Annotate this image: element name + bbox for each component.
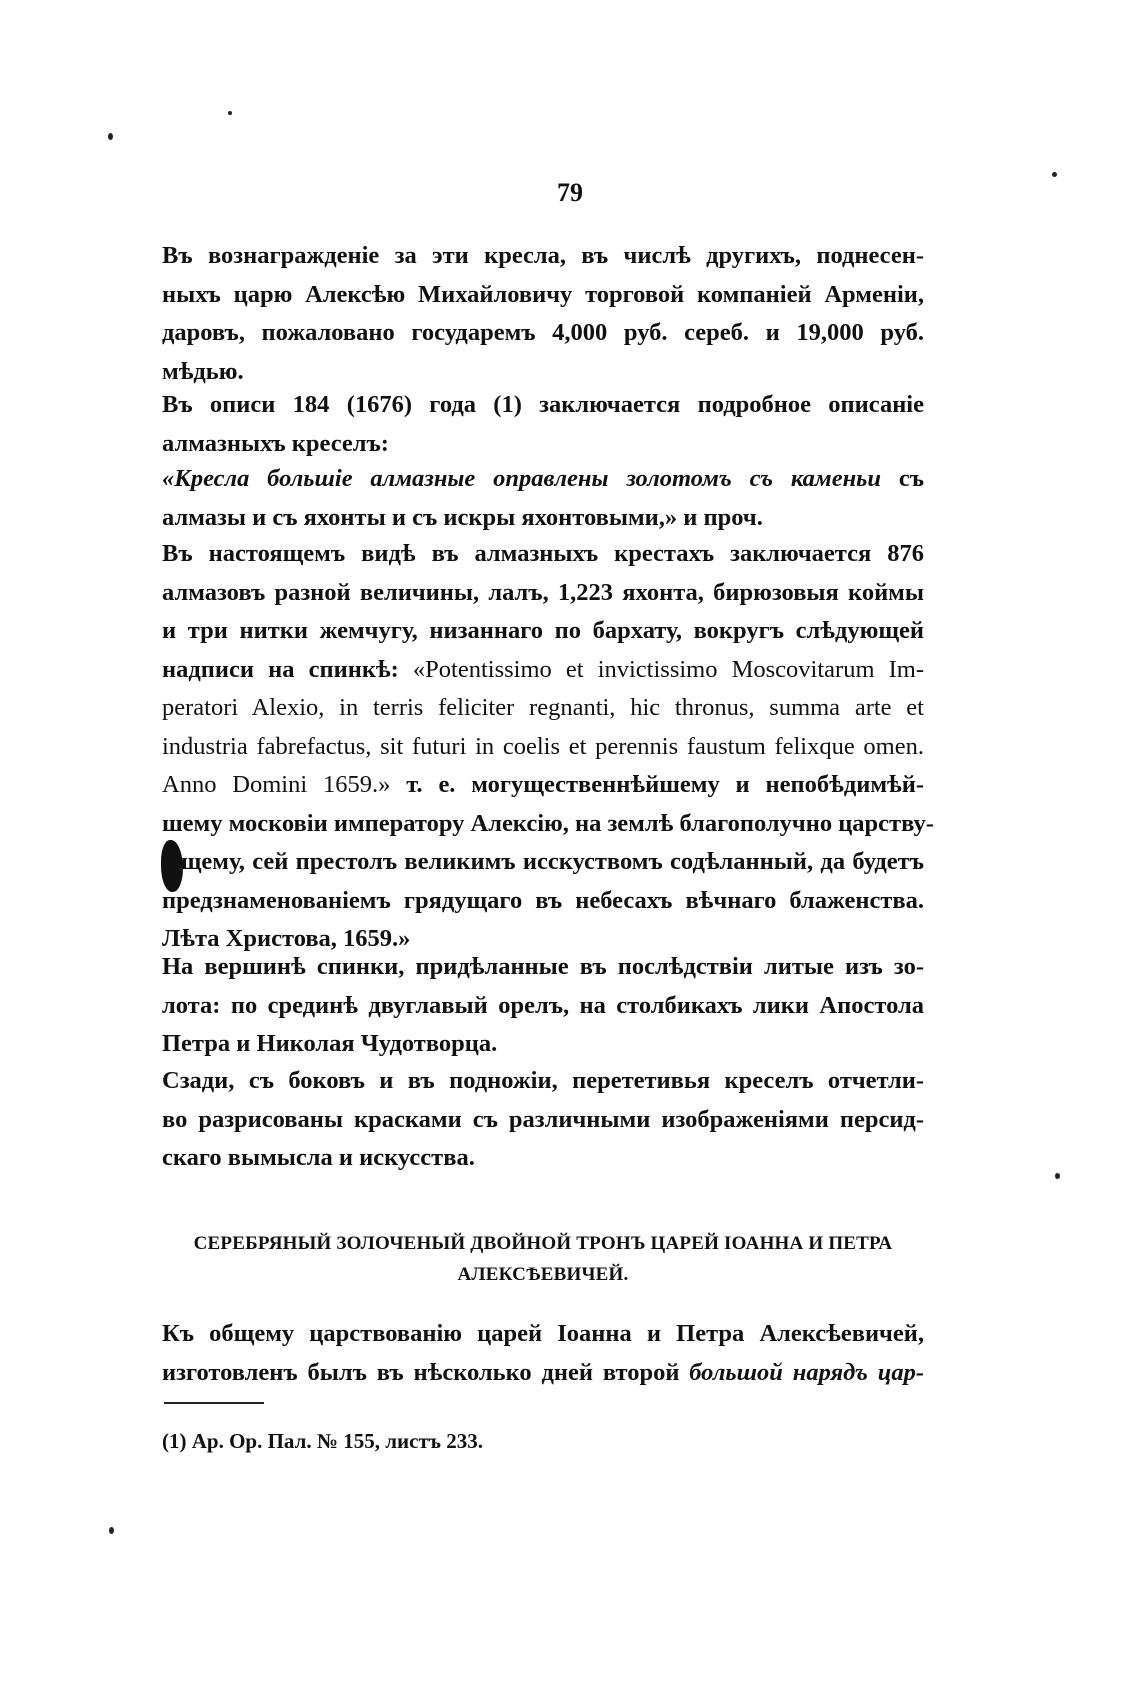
text-line: ющему, сей престолъ великимъ исскуствомъ содѣланный, да будетъ (162, 848, 924, 875)
latin-line: industria fabrefactus, sit futuri in coelis et perennis faustum felixque omen. (162, 732, 924, 760)
paragraph-2 (162, 386, 924, 463)
paragraph-quote (162, 460, 924, 537)
text-line: ныхъ царю Алексѣю Михайловичу торговой компаніей Арменіи, (162, 280, 924, 308)
paragraph-1 (162, 237, 924, 391)
text-line: Лѣта Христова, 1659.» (162, 925, 411, 952)
print-speck (108, 133, 113, 140)
paragraph-5 (162, 948, 924, 1064)
text-line (162, 1354, 924, 1393)
footnote: (1) Ар. Ор. Пал. № 155, листъ 233. (162, 1429, 484, 1453)
text-line: Петра и Николая Чудотворца. (162, 1030, 498, 1057)
text-line: На вершинѣ спинки, придѣланные въ послѣдствіи литые изъ зо- (162, 953, 924, 980)
paragraph-6 (162, 1062, 924, 1178)
text-line: алмазы и съ яхонты и съ искры яхонтовыми,» и проч. (162, 503, 763, 531)
text-line: Въ описи 184 (1676) года (1) заключается подробное описаніе (162, 391, 924, 418)
section-heading (162, 1228, 924, 1290)
text-line: алмазныхъ креселъ: (162, 429, 389, 457)
latin-line: peratori Alexio, in terris feliciter regnanti, hic thronus, summa arte et (162, 694, 924, 721)
quote-italic: «Кресла большіе алмазные оправлены золотомъ съ каменьи (162, 465, 881, 492)
heading-line: СЕРЕБРЯНЫЙ ЗОЛОЧЕНЫЙ ДВОЙНОЙ ТРОНЪ ЦАРЕЙ ІОАННА И ПЕТРА (193, 1233, 893, 1254)
page-number: 79 (557, 178, 583, 207)
closing-plain: изготовленъ былъ въ нѣсколько дней второй (162, 1358, 690, 1386)
text-line: даровъ, пожаловано государемъ 4,000 руб. сереб. и 19,000 руб. (162, 319, 924, 346)
text-line: Въ настоящемъ видѣ въ алмазныхъ крестахъ заключается 876 (162, 540, 924, 567)
text-line: Къ общему царствованію царей Іоанна и Петра Алексѣевичей, (162, 1320, 924, 1347)
text-line: и три нитки жемчугу, низаннаго по бархату, вокругъ слѣдующей (162, 617, 924, 644)
closing-paragraph (162, 1315, 924, 1392)
text-line: Въ вознагражденіе за эти кресла, въ числѣ другихъ, поднесен- (162, 242, 924, 269)
text-line: во разрисованы красками съ различными изображеніями персид- (162, 1105, 924, 1133)
print-speck (1055, 1173, 1060, 1179)
text-line: лота: по срединѣ двуглавый орелъ, на столбикахъ лики Апостола (162, 991, 924, 1019)
paragraph-4 (162, 535, 934, 959)
text-line: Сзади, съ боковъ и въ подножіи, перететивья креселъ отчетли- (162, 1067, 924, 1094)
footnote-rule (164, 1402, 264, 1404)
text-line (162, 460, 924, 499)
text-line: предзнаменованіемъ грядущаго въ небесахъ вѣчнаго блаженства. (162, 886, 924, 914)
translation-start: т. е. могущественнѣйшему и непобѣдимѣй- (406, 771, 925, 798)
latin-line: Anno Domini 1659.» (162, 771, 391, 798)
text-line: алмазовъ разной величины, лалъ, 1,223 яхонта, бирюзовыя коймы (162, 578, 924, 606)
print-speck (1052, 172, 1057, 177)
print-speck (109, 1527, 114, 1534)
text-line: шему московіи императору Алексію, на землѣ благополучно царству- (162, 809, 934, 837)
quote-plain: съ (881, 465, 924, 492)
text-line (162, 766, 924, 805)
closing-italic: большой нарядъ цар- (689, 1358, 924, 1386)
latin-inscription: «Potentissimo et invictissimo Moscovitarum Im- (412, 655, 924, 683)
text-line: мѣдью. (162, 357, 244, 385)
heading-line: АЛЕКСѢЕВИЧЕЙ. (457, 1264, 629, 1285)
inscription-intro: надписи на спинкѣ: (162, 655, 399, 683)
print-speck (228, 111, 232, 115)
text-line (162, 651, 924, 690)
text-line: скаго вымысла и искусства. (162, 1144, 475, 1171)
